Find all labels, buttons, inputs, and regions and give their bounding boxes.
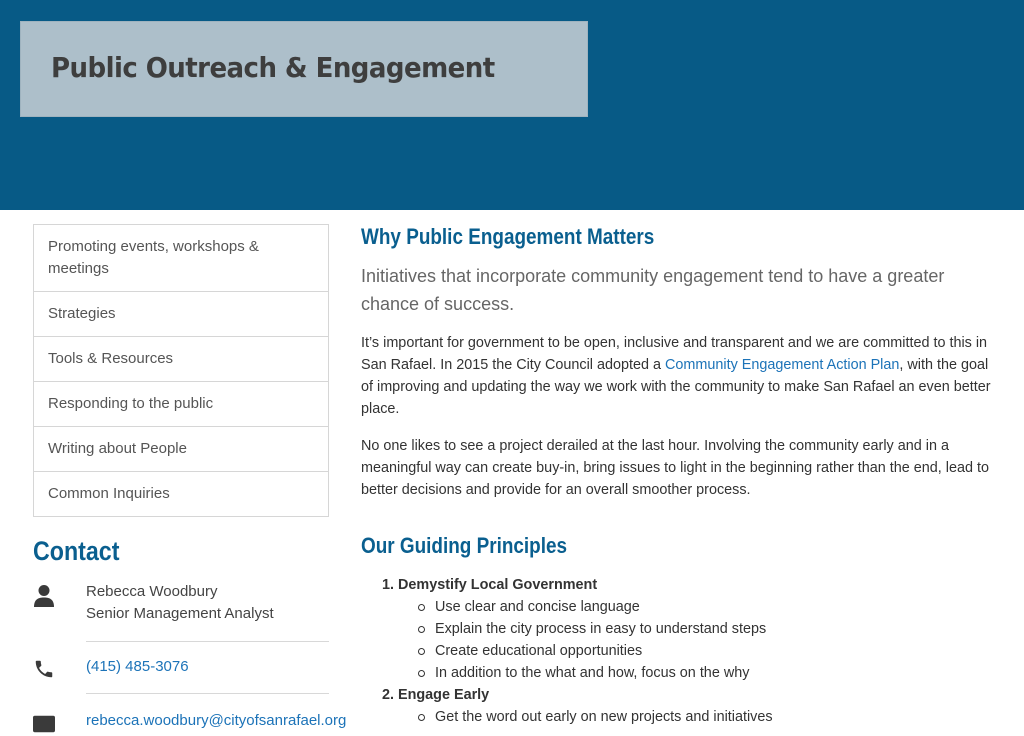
intro-paragraph bbox=[361, 332, 996, 420]
principle-sublist bbox=[398, 706, 996, 728]
community-engagement-action-plan-link[interactable]: Community Engagement Action Plan bbox=[665, 357, 900, 373]
principle-item bbox=[398, 684, 996, 728]
sidebar-nav bbox=[33, 224, 329, 517]
principle-item bbox=[398, 574, 996, 684]
principle-title: Engage Early bbox=[398, 687, 490, 703]
section-heading-principles: Our Guiding Principles bbox=[361, 533, 568, 558]
page-title-box bbox=[20, 21, 588, 117]
principle-subitem: Explain the city process in easy to understand steps bbox=[418, 618, 996, 640]
envelope-icon bbox=[33, 712, 55, 736]
sidebar-item-tools-resources[interactable]: Tools & Resources bbox=[34, 336, 328, 381]
contact-email bbox=[33, 707, 347, 729]
divider bbox=[86, 641, 329, 642]
page-title: Public Outreach & Engagement bbox=[51, 51, 495, 84]
derailed-paragraph: No one likes to see a project derailed at the last hour. Involving the community early and in a meaningful way can create buy-in, bring issues to light in the beginning rather than the end, lead to better decisions and provide for an overall smoother process. bbox=[361, 438, 989, 498]
sidebar-item-strategies[interactable]: Strategies bbox=[34, 291, 328, 336]
principle-sublist bbox=[398, 596, 996, 684]
contact-role: Senior Management Analyst bbox=[86, 605, 274, 622]
contact-phone bbox=[33, 657, 329, 683]
divider bbox=[86, 693, 329, 694]
hero-banner bbox=[0, 0, 1024, 210]
principles-list bbox=[361, 574, 996, 728]
contact-heading: Contact bbox=[33, 536, 120, 566]
principle-title: Demystify Local Government bbox=[398, 577, 598, 593]
person-icon bbox=[33, 584, 55, 608]
sidebar-item-common-inquiries[interactable]: Common Inquiries bbox=[34, 471, 328, 516]
phone-icon bbox=[33, 657, 55, 681]
principle-subitem: Create educational opportunities bbox=[418, 640, 996, 662]
sidebar-item-responding[interactable]: Responding to the public bbox=[34, 381, 328, 426]
section-heading-why: Why Public Engagement Matters bbox=[361, 224, 655, 249]
sidebar-item-promoting-events[interactable]: Promoting events, workshops & meetings bbox=[48, 238, 259, 277]
sidebar-item-writing-about-people[interactable]: Writing about People bbox=[34, 426, 328, 471]
principle-subitem: Get the word out early on new projects and initiatives bbox=[418, 706, 996, 728]
contact-person bbox=[33, 583, 329, 633]
contact-name: Rebecca Woodbury bbox=[86, 583, 218, 600]
contact-phone-link[interactable]: (415) 485-3076 bbox=[86, 658, 189, 675]
contact-email-link[interactable]: rebecca.woodbury@cityofsanrafael.org bbox=[86, 712, 347, 729]
intro-text-end: , with the goal of improving and updating the way we work with the community to make San Rafael an even better place. bbox=[361, 357, 991, 417]
intro-text-start: It’s important for government to be open, inclusive and transparent and we are committed to this in San Rafael. In 2015 the City Council adopted a bbox=[361, 335, 988, 373]
lead-paragraph: Initiatives that incorporate community engagement tend to have a greater chance of success. bbox=[361, 266, 945, 314]
main-content bbox=[361, 224, 996, 728]
principle-subitem: Use clear and concise language bbox=[418, 596, 996, 618]
principle-subitem: In addition to the what and how, focus on the why bbox=[418, 662, 996, 684]
